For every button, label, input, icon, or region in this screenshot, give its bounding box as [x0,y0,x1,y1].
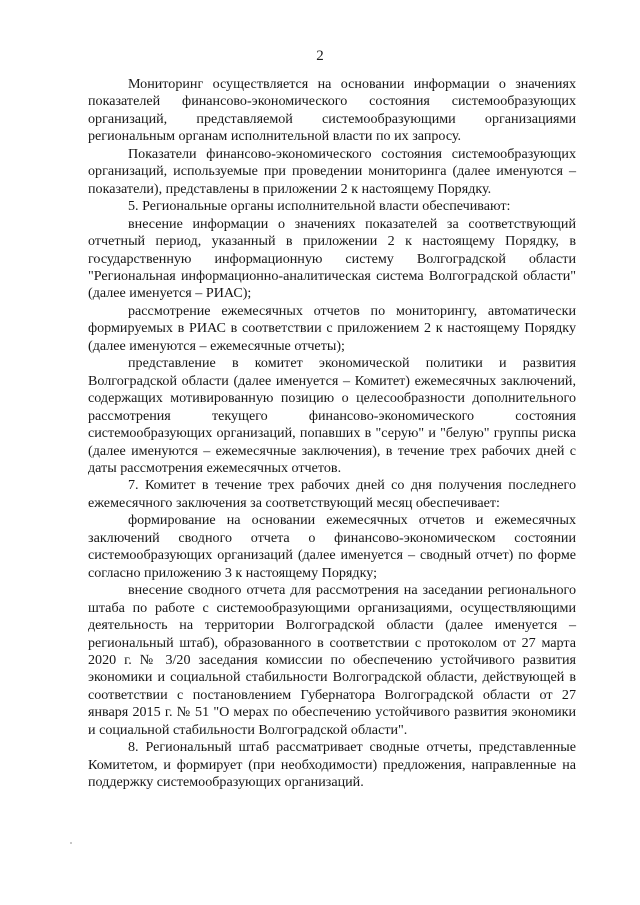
paragraph-item-5-heading: 5. Региональные органы исполнительной власти обеспечивают: [128,198,511,215]
paragraph-item-7-submission: внесение сводного отчета для рассмотрения на заседании регионального штаба по работе с системообразующими организациями, осуществляющими деятельность на территории Волгоградской области (далее именуется – региональный штаб), образованного в соответствии с протоколом от 27 марта 2020 г. № 3/20 заседания комиссии по обеспечению устойчивого развития экономики и социальной стабильности Волгоградской области, действующей в соответствии с постановлением Губернатора Волгоградской области от 27 января 2015 г. № 51 "О мерах по обеспечению устойчивого развития экономики и социальной стабильности Волгоградской области". [88,582,576,738]
paragraph-monitoring-basis: Мониторинг осуществляется на основании информации о значениях показателей финансово-экономического состояния системообразующих организаций, представляемой системообразующими организациями региональным органам исполнительной власти по их запросу. [88,76,576,145]
paragraph-item-5-conclusions: представление в комитет экономической политики и развития Волгоградской области (далее именуется – Комитет) ежемесячных заключений, содержащих мотивированную позицию о целесообразности дополнительного рассмотрения текущего финансово-экономического состояния системообразующих организаций, попавших в "серую" и "белую" группы риска (далее именуются – ежемесячные заключения), в течение трех рабочих дней с даты рассмотрения ежемесячных отчетов. [88,355,576,476]
page-number: 2 [316,48,324,64]
paragraph-item-7-summary-report: формирование на основании ежемесячных отчетов и ежемесячных заключений сводного отчета о финансово-экономическом состоянии системообразующих организаций (далее именуется – сводный отчет) по форме согласно приложению 3 к настоящему Порядку; [88,512,576,581]
paragraph-item-5-data-entry: внесение информации о значениях показателей за соответствующий отчетный период, указанный в приложении 2 к настоящему Порядку, в государственную информационную систему Волгоградской области "Региональная информационно-аналитическая система Волгоградской области" (далее именуется – РИАС); [88,215,576,302]
paragraph-item-7-heading: 7. Комитет в течение трех рабочих дней со дня получения последнего ежемесячного заключения за соответствующий месяц обеспечивает: [88,477,576,511]
scan-speck [70,842,72,844]
paragraph-item-8: 8. Региональный штаб рассматривает сводные отчеты, представленные Комитетом, и формирует (при необходимости) предложения, направленные на поддержку системообразующих организаций. [88,739,576,791]
paragraph-item-5-review: рассмотрение ежемесячных отчетов по мониторингу, автоматически формируемых в РИАС в соответствии с приложением 2 к настоящему Порядку (далее именуются – ежемесячные отчеты); [88,302,576,354]
document-body [88,76,576,792]
paragraph-indicators: Показатели финансово-экономического состояния системообразующих организаций, используемые при проведении мониторинга (далее именуются – показатели), представлены в приложении 2 к настоящему Порядку. [88,145,576,197]
